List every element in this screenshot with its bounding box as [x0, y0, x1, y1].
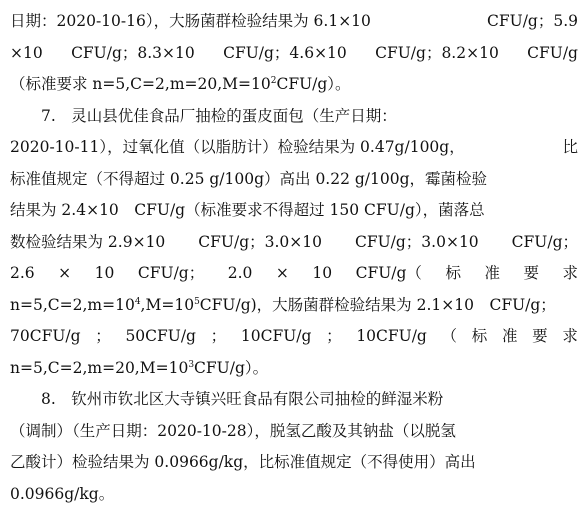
superscript: 5 [194, 296, 200, 307]
item8-line-2: （调制）（生产日期：2020-10-28），脱氢乙酸及其钠盐（以脱氢 [10, 421, 456, 440]
superscript: 3 [188, 359, 195, 370]
text-segment: 标 [471, 327, 488, 345]
text-segment: 50CFU/g [125, 327, 196, 345]
text-segment: 10 [312, 264, 333, 282]
item6-line-1 [10, 6, 578, 38]
text-segment: 要 [532, 327, 548, 345]
text-segment: 要 [523, 264, 539, 282]
text-segment: CFU/g；8.3×10 [71, 43, 195, 62]
item7-line-2 [10, 132, 578, 164]
text-segment: ×10 [10, 43, 43, 62]
text-segment: CFU/g；8.2×10 [375, 43, 499, 62]
text-segment: CFU/g；5.9 [487, 12, 578, 30]
superscript: 2 [270, 75, 277, 86]
text-segment: （ [441, 327, 458, 345]
text-segment: 准 [501, 327, 518, 345]
item7-line-3: 标准值规定（不得超过 0.25 g/100g）高出 0.22 g/100g，霉菌检验 [10, 169, 488, 188]
text-segment: × [58, 264, 72, 282]
item7-line-1: 7. 灵山县优佳食品厂抽检的蛋皮面包（生产日期： [41, 106, 397, 125]
text-segment: 10CFU/g [356, 327, 427, 345]
item6-line-3 [10, 69, 578, 101]
text-segment: CFU/g）。 [194, 358, 269, 377]
superscript: 4 [134, 296, 141, 307]
text-segment: CFU/g [527, 43, 578, 62]
text-segment: n=5,C=2,m=20,M=10 [10, 358, 189, 377]
text-segment: 求 [562, 264, 578, 282]
text-segment: ； [210, 327, 227, 345]
item8-line-1: 8. 钦州市钦北区大寺镇兴旺食品有限公司抽检的鲜湿米粉 [41, 390, 444, 408]
text-segment: CFU/g）。 [276, 75, 351, 93]
text-segment: 标 [445, 264, 461, 282]
text-segment: CFU/g；4.6×10 [223, 43, 347, 62]
text-segment: CFU/g；3.0×10 [354, 232, 479, 251]
text-segment: CFU/g；3.0×10 [198, 232, 322, 251]
text-segment: （标准要求 n=5,C=2,m=20,M=10 [10, 75, 271, 93]
text-segment: n=5,C=2,m=10 [10, 295, 135, 314]
text-segment: 2.0 [227, 264, 253, 282]
item7-line-7 [10, 290, 578, 322]
text-segment: ； [326, 327, 342, 345]
text-segment: 日期：2020-10-16），大肠菌群检验结果为 6.1×10 [10, 12, 371, 30]
text-segment: 10 [94, 264, 115, 282]
text-segment: CFU/g（ [355, 264, 422, 282]
text-segment: 数检验结果为 2.9×10 [10, 232, 166, 251]
text-segment: 2.6 [10, 264, 35, 282]
item8-line-3: 乙酸计）检验结果为 0.0966g/kg，比标准值规定（不得使用）高出 [10, 453, 476, 471]
item7-line-4: 结果为 2.4×10 CFU/g（标准要求不得超过 150 CFU/g），菌落总 [10, 201, 485, 219]
item7-line-5 [10, 227, 578, 259]
text-segment: ,M=10 [140, 295, 195, 314]
text-segment: 求 [562, 327, 578, 345]
text-segment: CFU/g； [137, 264, 205, 282]
item8-line-4: 0.0966g/kg。 [10, 484, 115, 503]
text-segment: 2020-10-11），过氧化值（以脂肪计）检验结果为 0.47g/100g， [10, 138, 465, 156]
text-segment: 70CFU/g [10, 327, 81, 345]
item7-line-9 [10, 353, 578, 385]
text-segment: ； [95, 327, 111, 345]
text-segment: × [275, 264, 289, 282]
item7-line-8 [10, 321, 578, 353]
text-segment: 准 [484, 264, 500, 282]
text-segment: 10CFU/g [240, 327, 312, 345]
text-segment: CFU/g)，大肠菌群检验结果为 2.1×10 CFU/g； [199, 295, 556, 314]
text-segment: CFU/g； [511, 232, 578, 251]
item6-line-2 [10, 38, 578, 70]
text-segment: 比 [562, 138, 578, 156]
item7-line-6 [10, 258, 578, 290]
